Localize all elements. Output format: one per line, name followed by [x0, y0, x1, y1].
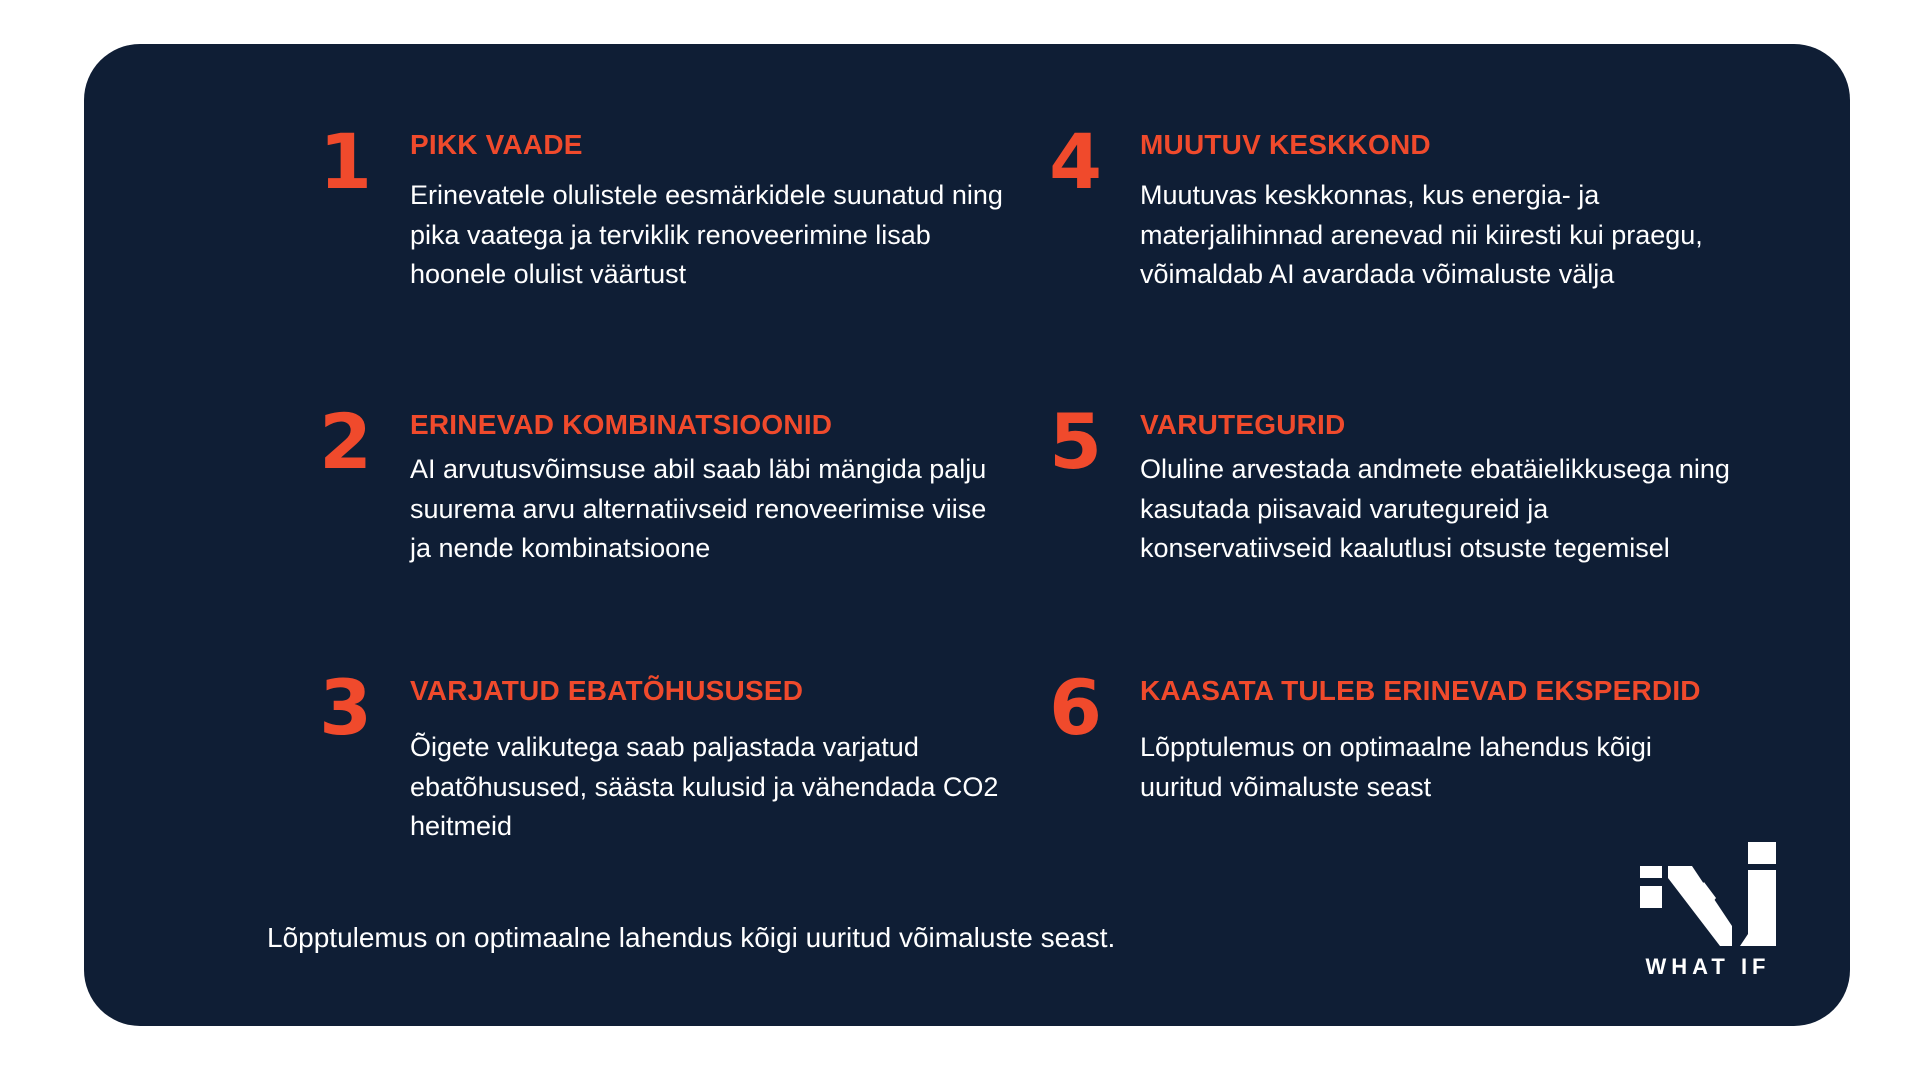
item-number: 4 — [1049, 117, 1102, 206]
item-number: 3 — [319, 663, 372, 752]
logo-text: WHAT IF — [1645, 954, 1771, 979]
item-body: Õigete valikutega saab paljastada varjatud ebatõhusused, säästa kulusid ja vähendada CO2 heitmeid — [410, 732, 999, 841]
item-title: VARJATUD EBATÕHUSUSED — [410, 675, 804, 706]
what-if-logo — [1640, 842, 1780, 977]
item-body: Lõpptulemus on optimaalne lahendus kõigi uuritud võimaluste seast — [1140, 732, 1652, 802]
item-number: 6 — [1049, 663, 1102, 752]
item-body: Erinevatele olulistele eesmärkidele suunatud ning pika vaatega ja terviklik renoveerimine lisab hoonele olulist väärtust — [410, 180, 1003, 289]
footer-summary: Lõpptulemus on optimaalne lahendus kõigi uuritud võimaluste seast. — [267, 922, 1116, 953]
item-title: MUUTUV KESKKOND — [1140, 129, 1431, 160]
item-title: ERINEVAD KOMBINATSIOONID — [410, 409, 833, 440]
item-title: PIKK VAADE — [410, 129, 583, 160]
item-number: 2 — [319, 397, 372, 486]
item-title: VARUTEGURID — [1140, 409, 1346, 440]
what-if-logo-icon — [1640, 842, 1776, 952]
item-body: AI arvutusvõimsuse abil saab läbi mängida palju suurema arvu alternatiivseid renoveerimise viise ja nende kombinatsioone — [410, 454, 987, 563]
item-body: Muutuvas keskkonnas, kus energia- ja materjalihinnad arenevad nii kiiresti kui praegu, võimaldab AI avardada võimaluste välja — [1140, 180, 1703, 289]
item-title: KAASATA TULEB ERINEVAD EKSPERDID — [1140, 675, 1701, 706]
item-body: Oluline arvestada andmete ebatäielikkusega ning kasutada piisavaid varutegureid ja konservatiivseid kaalutlusi otsuste tegemisel — [1140, 454, 1730, 563]
info-card — [84, 44, 1850, 1026]
item-number: 1 — [319, 117, 372, 206]
item-number: 5 — [1049, 397, 1102, 486]
